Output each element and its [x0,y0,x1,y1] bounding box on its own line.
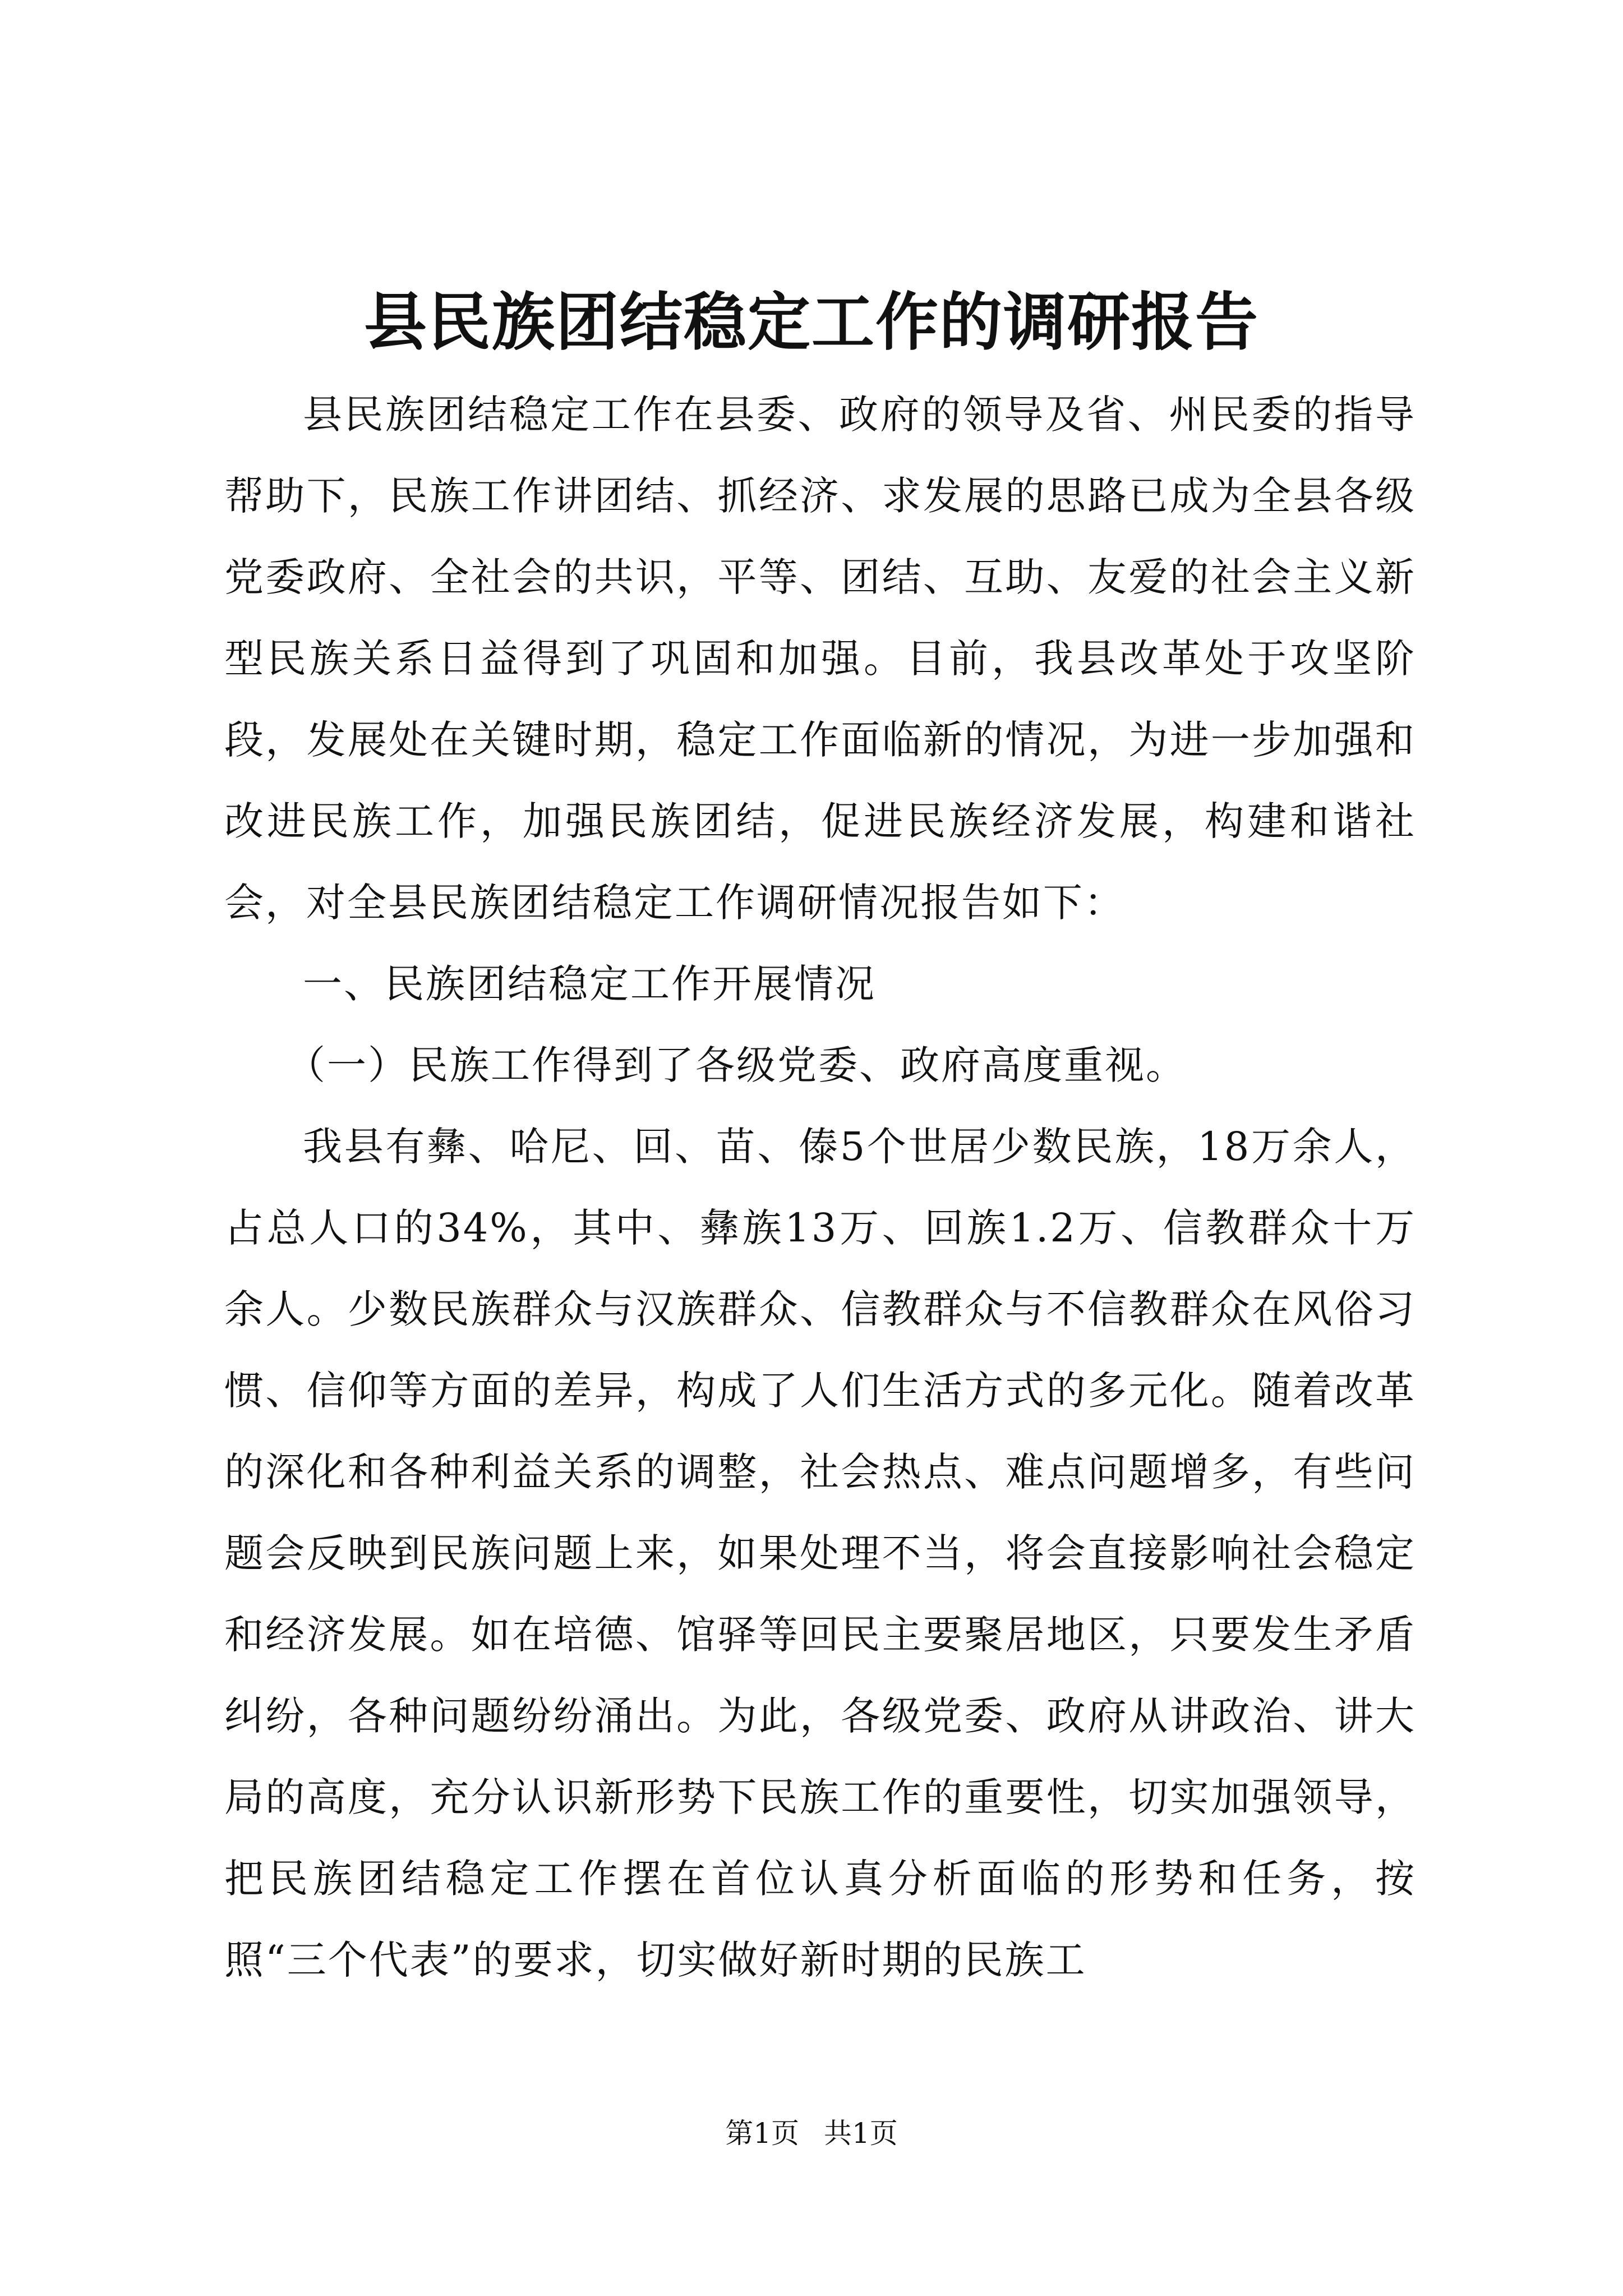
intro-paragraph: 县民族团结稳定工作在县委、政府的领导及省、州民委的指导帮助下，民族工作讲团结、抓经济、求发展的思路已成为全县各级党委政府、全社会的共识，平等、团结、互助、友爱的社会主义新型民族关系日益得到了巩固和加强。目前，我县改革处于攻坚阶段，发展处在关键时期，稳定工作面临新的情况，为进一步加强和改进民族工作，加强民族团结，促进民族经济发展，构建和谐社会，对全县民族团结稳定工作调研情况报告如下： [224,392,1416,926]
subsection-heading: （一）民族工作得到了各级党委、政府高度重视。 [286,1042,1187,1088]
document-body [224,374,1416,2001]
page-total: 共1页 [823,2117,898,2150]
section-heading: 一、民族团结稳定工作开展情况 [303,961,876,1007]
document-title: 县民族团结稳定工作的调研报告 [364,286,1259,359]
subsection-paragraph: 我县有彝、哈尼、回、苗、傣5个世居少数民族，18万余人，占总人口的34%，其中、彝族13万、回族1.2万、信教群众十万余人。少数民族群众与汉族群众、信教群众与不信教群众在风俗习惯、信仰等方面的差异，构成了人们生活方式的多元化。随着改革的深化和各种利益关系的调整，社会热点、难点问题增多，有些问题会反映到民族问题上来，如果处理不当，将会直接影响社会稳定和经济发展。如在培德、馆驿等回民主要聚居地区，只要发生矛盾纠纷，各种问题纷纷涌出。为此，各级党委、政府从讲政治、讲大局的高度，充分认识新形势下民族工作的重要性，切实加强领导，把民族团结稳定工作摆在首位认真分析面临的形势和任务，按照“三个代表”的要求，切实做好新时期的民族工 [224,1124,1416,1983]
page-footer [0,2114,1623,2153]
page-number: 第1页 [725,2117,800,2150]
